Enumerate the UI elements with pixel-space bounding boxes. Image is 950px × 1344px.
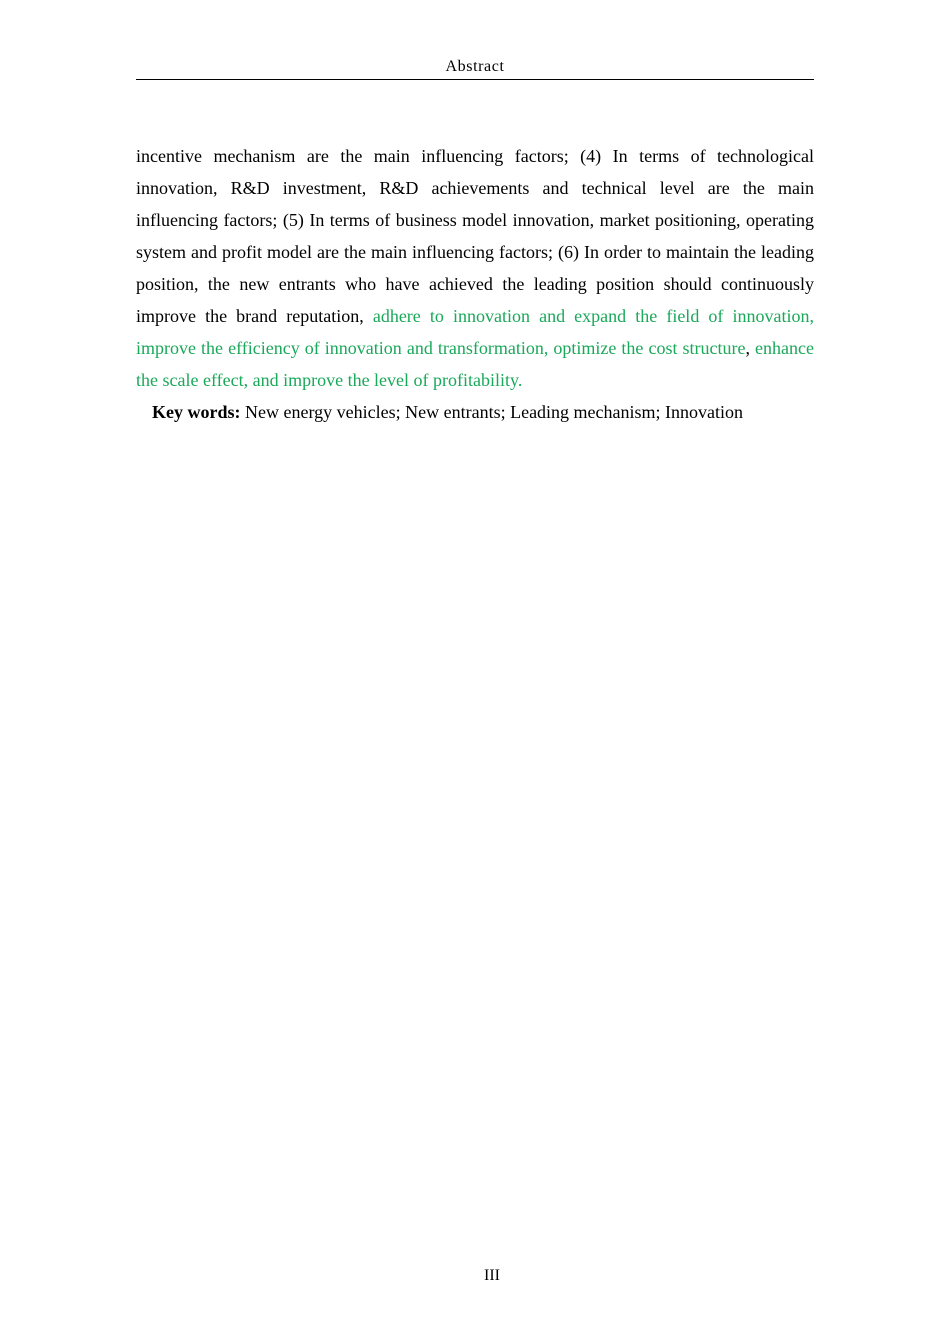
keywords-line xyxy=(152,396,814,428)
page-number: III xyxy=(484,1267,500,1284)
abstract-paragraph xyxy=(136,140,814,396)
keywords-text: New energy vehicles; New entrants; Leading mechanism; Innovation xyxy=(240,402,744,422)
highlighted-text-2: enhance the scale effect, and improve the level of profitability. xyxy=(136,338,815,390)
keywords-label: Key words: xyxy=(152,402,241,422)
abstract-text: incentive mechanism are the main influencing factors; (4) In terms of technological innovation, R&D investment, R&D achievements and technical level are the main influencing factors; (5) In terms of business model innovation, market positioning, operating system and profit model are the main influencing factors; (6) In order to maintain the leading position, the new entrants who have achieved the leading position should continuously improve the brand reputation, xyxy=(136,146,814,326)
running-header xyxy=(136,57,814,80)
highlighted-text: adhere to innovation and expand the field of innovation, improve the efficiency of innovation and transformation, optimize the cost structure xyxy=(136,306,814,358)
header-title: Abstract xyxy=(445,58,505,75)
abstract-text-separator: , xyxy=(745,338,756,358)
